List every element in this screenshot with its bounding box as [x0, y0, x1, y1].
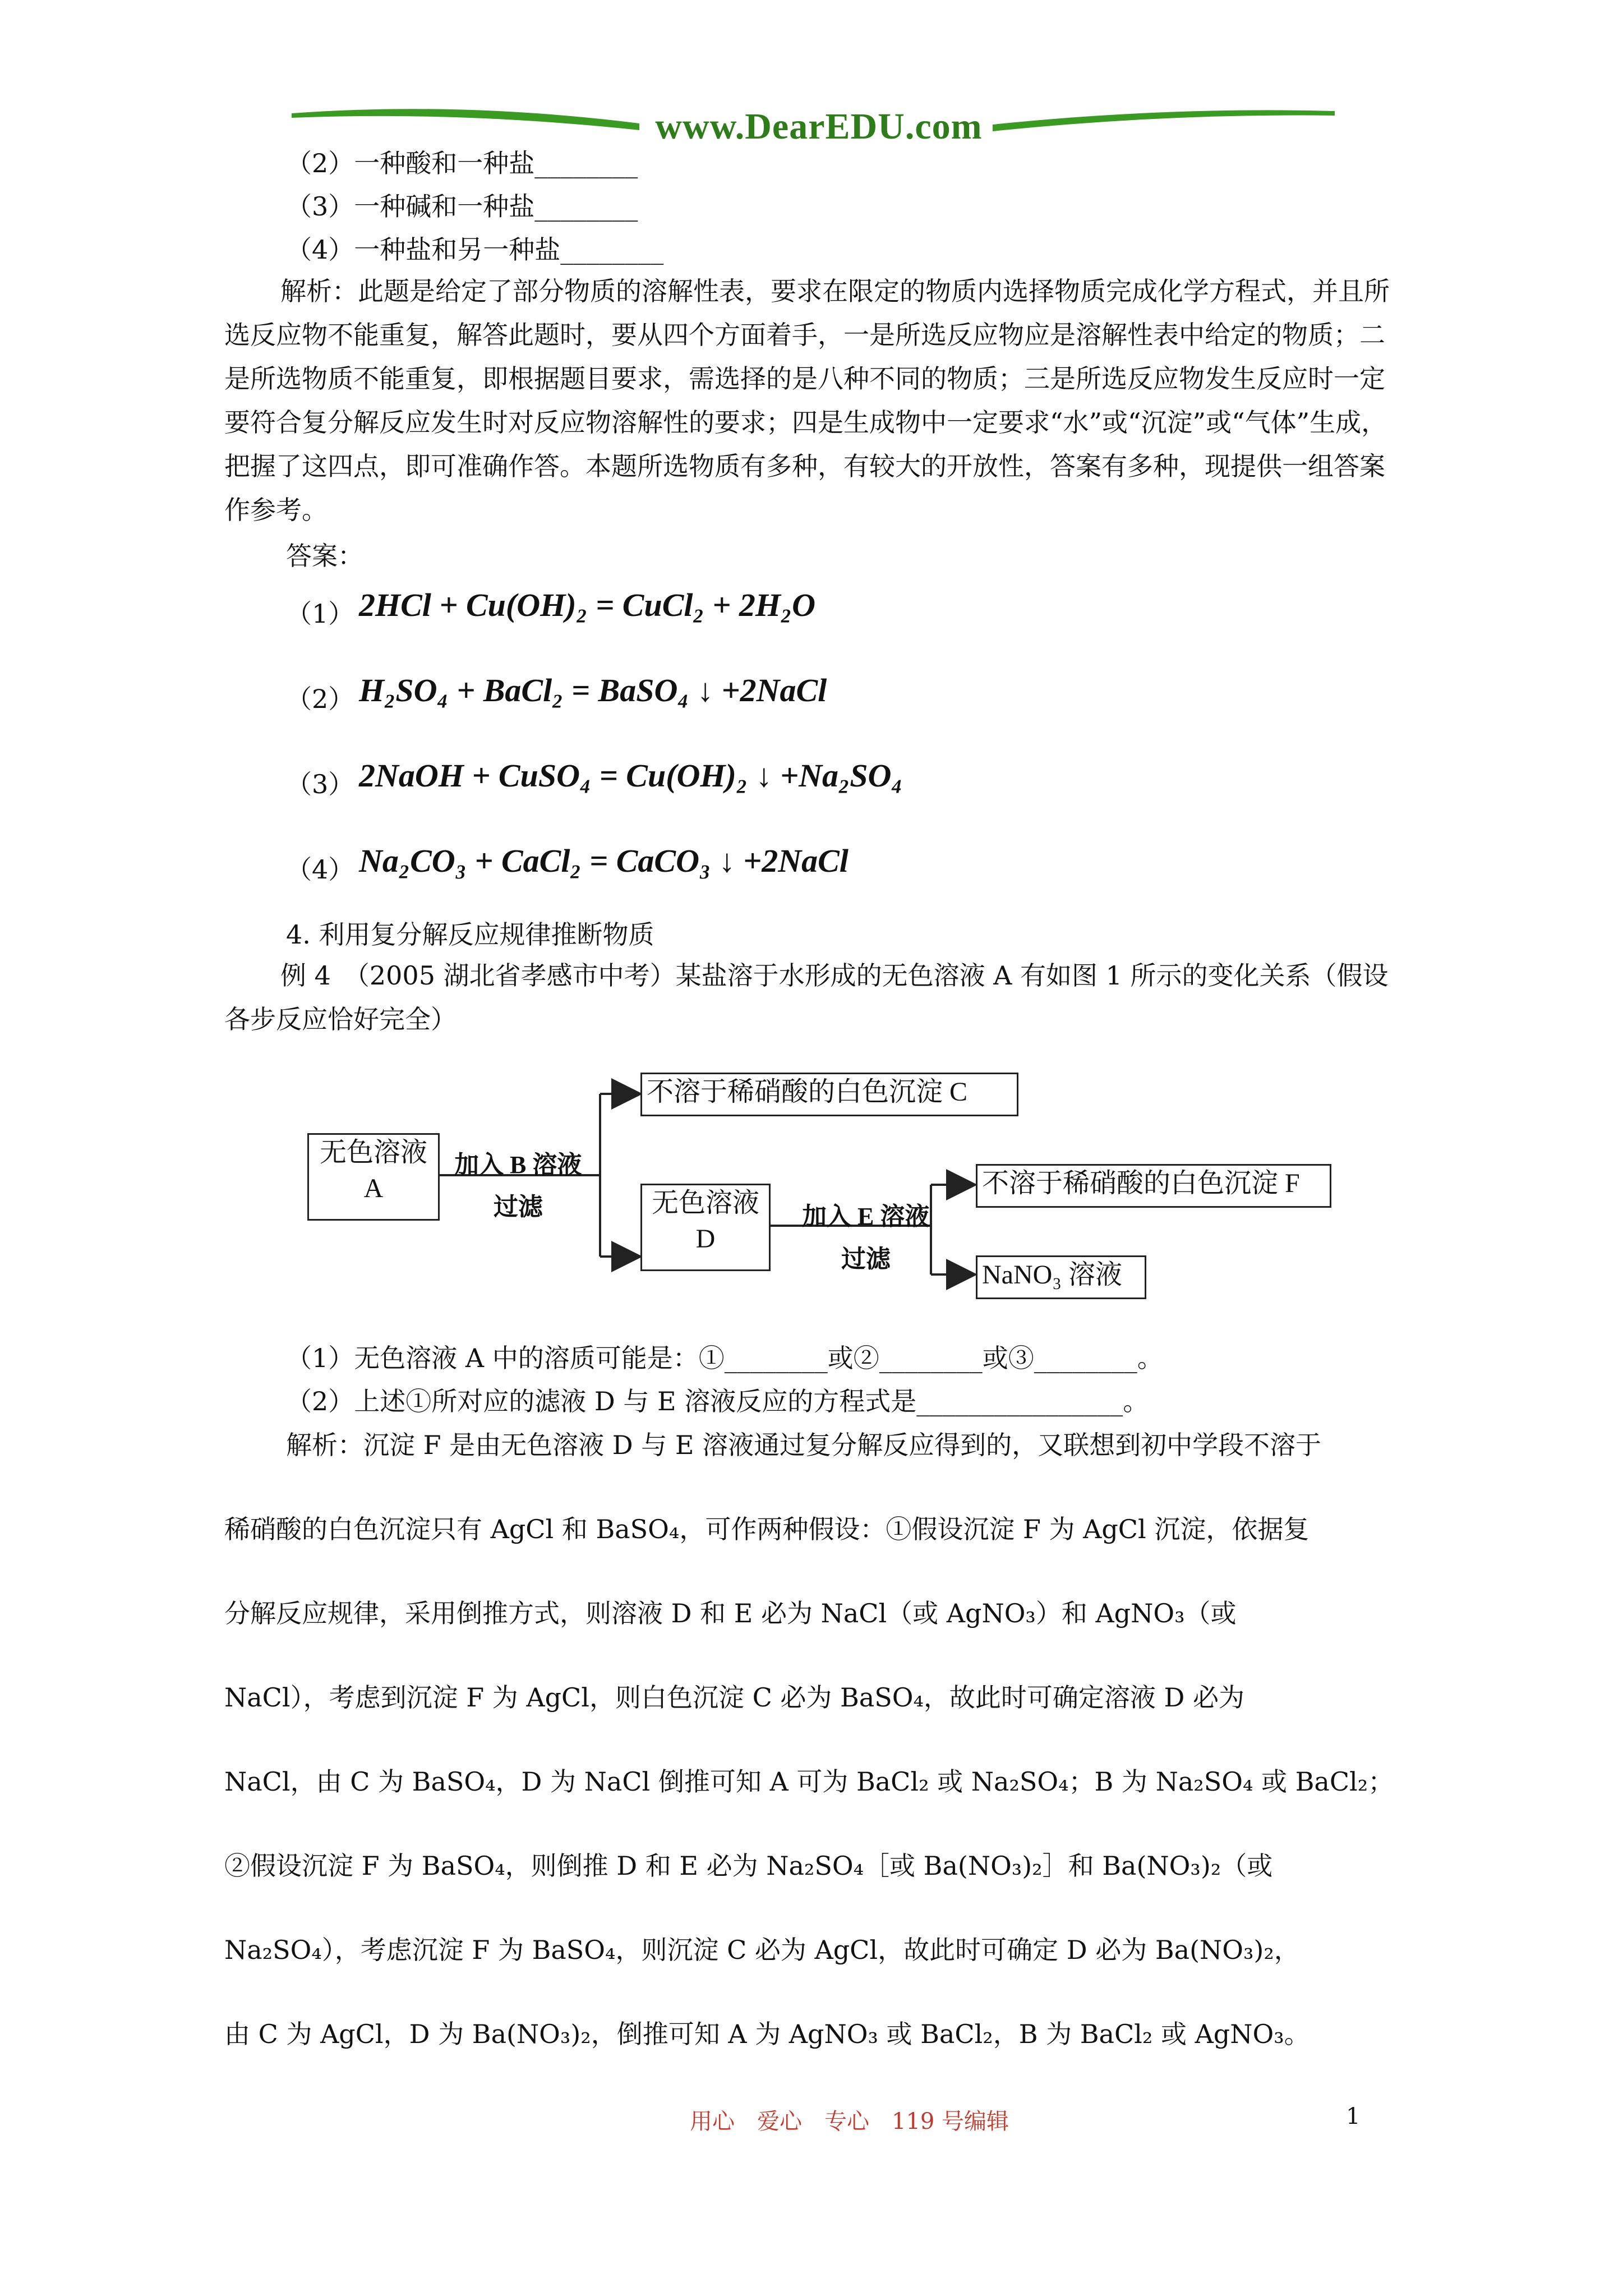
analysis-line: 稀硝酸的白色沉淀只有 AgCl 和 BaSO₄，可作两种假设：①假设沉淀 F 为 AgCl 沉淀，依据复: [224, 1514, 1310, 1544]
equation: Na₂CO₃ + CaCl₂ = CaCO₃ ↓ +2NaCl: [359, 843, 849, 879]
section-heading: 4. 利用复分解反应规律推断物质: [286, 919, 654, 950]
box-precipitate-c: 不溶于稀硝酸的白色沉淀 C: [640, 1073, 1018, 1116]
box-label: A: [363, 1174, 384, 1203]
analysis-line: Na₂SO₄），考虑沉淀 F 为 BaSO₄，则沉淀 C 必为 AgCl，故此时可确定 D 必为 Ba(NO₃)₂，: [224, 1935, 1300, 1965]
analysis-line: ②假设沉淀 F 为 BaSO₄，则倒推 D 和 E 必为 Na₂SO₄［或 Ba(NO₃)₂］和 Ba(NO₃)₂（或: [224, 1851, 1273, 1881]
arrow-label: 加入 E 溶液: [802, 1203, 930, 1230]
site-logo[interactable]: www.DearEDU.com: [655, 106, 983, 147]
box-solution-a: [307, 1133, 440, 1221]
analysis-line: 解析：沉淀 F 是由无色溶液 D 与 E 溶液通过复分解反应得到的，又联想到初中学段不溶于: [286, 1430, 1322, 1460]
page-number: 1: [1346, 2104, 1361, 2129]
arrow-label: 过滤: [494, 1193, 543, 1221]
analysis-line: 分解反应规律，采用倒推方式，则溶液 D 和 E 必为 NaCl（或 AgNO₃）和 AgNO₃（或: [224, 1598, 1237, 1628]
equation: H₂SO₄ + BaCl₂ = BaSO₄ ↓ +2NaCl: [359, 672, 827, 708]
box-nano3-solution: NaNO₃ 溶液: [976, 1255, 1146, 1299]
question-line: （2）一种酸和一种盐________: [286, 148, 638, 178]
arrow-label: 过滤: [841, 1245, 891, 1273]
question-line: （2）上述①所对应的滤液 D 与 E 溶液反应的方程式是________________。: [286, 1386, 1149, 1416]
box-precipitate-f: 不溶于稀硝酸的白色沉淀 F: [976, 1164, 1331, 1208]
question-line: （3）一种碱和一种盐________: [286, 191, 638, 222]
box-solution-d: [640, 1184, 771, 1271]
equation: 2NaOH + CuSO₄ = Cu(OH)₂ ↓ +Na₂SO₄: [359, 757, 903, 794]
answer-label: 答案：: [286, 541, 363, 571]
box-label: D: [695, 1224, 716, 1254]
example-paragraph: 例 4 （2005 湖北省孝感市中考）某盐溶于水形成的无色溶液 A 有如图 1 所示的变化关系（假设各步反应恰好完全）: [224, 960, 1389, 1034]
analysis-line: NaCl），考虑到沉淀 F 为 AgCl，则白色沉淀 C 必为 BaSO₄，故此时可确定溶液 D 必为: [224, 1682, 1245, 1713]
equation-label: （3）: [286, 769, 354, 799]
equation: 2HCl + Cu(OH)₂ = CuCl₂ + 2H₂O: [359, 587, 816, 623]
analysis-paragraph: 解析：此题是给定了部分物质的溶解性表，要求在限定的物质内选择物质完成化学方程式，并且所选反应物不能重复，解答此题时，要从四个方面着手，一是所选反应物应是溶解性表中给定的物质；二是所选物质不能重复，即根据题目要求，需选择的是八种不同的物质；三是所选反应物发生反应时一定要符合复分解反应发生时对反应物溶解性的要求；四是生成物中一定要求“水”或“沉淀”或“气体”生成，把握了这四点，即可准确作答。本题所选物质有多种，有较大的开放性，答案有多种，现提供一组答案作参考。: [224, 276, 1390, 525]
box-label: 无色溶液: [319, 1138, 427, 1167]
equation-label: （2）: [286, 684, 354, 714]
page-footer: 用心 爱心 专心 119 号编辑: [690, 2109, 1009, 2134]
analysis-line: NaCl，由 C 为 BaSO₄，D 为 NaCl 倒推可知 A 可为 BaCl₂ 或 Na₂SO₄；B 为 Na₂SO₄ 或 BaCl₂；: [224, 1766, 1394, 1797]
analysis-line: 由 C 为 AgCl，D 为 Ba(NO₃)₂，倒推可知 A 为 AgNO₃ 或 BaCl₂，B 为 BaCl₂ 或 AgNO₃。: [224, 2019, 1310, 2049]
equation-label: （4）: [286, 854, 354, 885]
question-line: （1）无色溶液 A 中的溶质可能是：①________或②________或③________。: [286, 1343, 1163, 1373]
box-label: 无色溶液: [651, 1188, 759, 1218]
question-line: （4）一种盐和另一种盐________: [286, 234, 664, 265]
arrow-label: 加入 B 溶液: [454, 1151, 582, 1179]
equation-label: （1）: [286, 599, 354, 629]
